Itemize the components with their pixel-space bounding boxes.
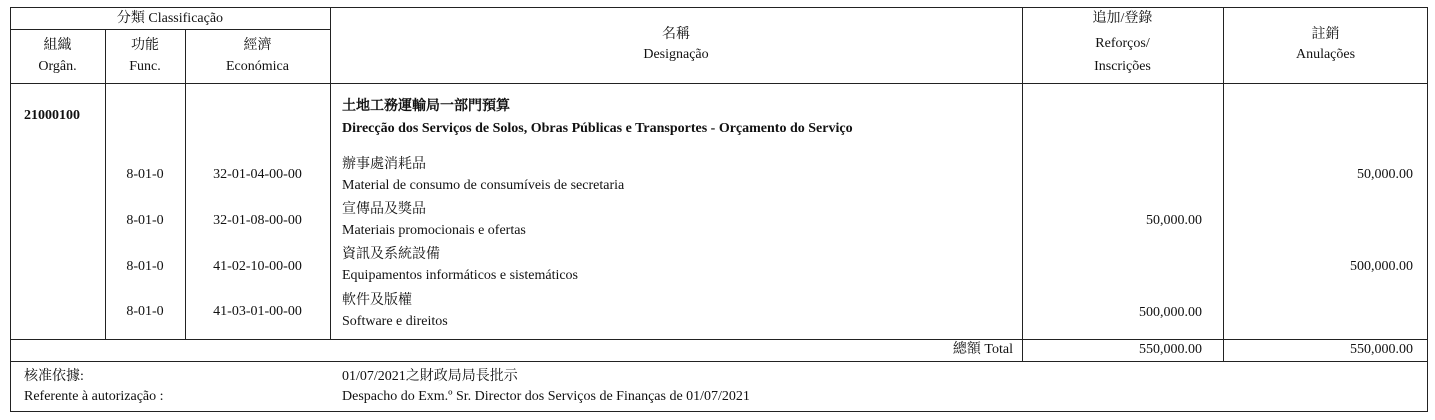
section-code: 21000100: [24, 108, 80, 123]
row-anulacoes: 500,000.00: [1350, 259, 1413, 274]
economica-header-zh: 經濟: [243, 38, 272, 53]
authorization-text-pt: Despacho do Exm.º Sr. Director dos Serviços de Finanças de 01/07/2021: [342, 389, 750, 404]
reforcos-header-zh: 追加/登錄: [1092, 11, 1153, 26]
designacao-header-zh: 名稱: [662, 27, 690, 42]
row-name-pt: Software e direitos: [342, 314, 448, 329]
row-name-pt: Materiais promocionais e ofertas: [342, 223, 526, 238]
row-func: 8-01-0: [126, 304, 164, 319]
organica-header-pt: Orgân.: [38, 59, 77, 74]
row-reforcos: 50,000.00: [1146, 213, 1202, 228]
section-name-zh: 土地工務運輸局一部門預算: [342, 99, 510, 114]
row-name-zh: 辦事處消耗品: [342, 157, 426, 172]
organica-header-zh: 組織: [43, 38, 72, 53]
authorization-basis-pt: Referente à autorização :: [24, 389, 164, 404]
classification-header: 分類 Classificação: [116, 11, 224, 26]
row-anulacoes: 50,000.00: [1357, 167, 1413, 182]
anulacoes-header-pt: Anulações: [1295, 47, 1356, 62]
total-anulacoes: 550,000.00: [1350, 342, 1413, 357]
row-func: 8-01-0: [126, 167, 164, 182]
header-bottom-line: [10, 83, 1428, 84]
section-name-pt: Direcção dos Serviços de Solos, Obras Públicas e Transportes - Orçamento do Serviço: [342, 121, 853, 136]
reforcos-header-pt1: Reforços/: [1095, 36, 1150, 51]
header-sub-divider: [10, 29, 330, 30]
economica-header-pt: Económica: [226, 59, 289, 74]
designacao-header-pt: Designação: [643, 47, 709, 62]
row-econ: 41-02-10-00-00: [213, 259, 302, 274]
total-reforcos: 550,000.00: [1139, 342, 1202, 357]
authorization-text-zh: 01/07/2021之財政局局長批示: [342, 369, 518, 384]
row-econ: 32-01-08-00-00: [213, 213, 302, 228]
row-reforcos: 500,000.00: [1139, 305, 1202, 320]
row-econ: 32-01-04-00-00: [213, 167, 302, 182]
funcional-header-zh: 功能: [131, 38, 159, 53]
total-label: 總額 Total: [952, 342, 1013, 357]
total-top-line: [10, 339, 1428, 340]
row-name-zh: 宣傳品及獎品: [342, 202, 426, 217]
row-name-zh: 資訊及系統設備: [342, 247, 440, 262]
reforcos-header-pt2: Inscrições: [1094, 59, 1151, 74]
row-func: 8-01-0: [126, 259, 164, 274]
row-name-zh: 軟件及版權: [342, 293, 412, 308]
row-econ: 41-03-01-00-00: [213, 304, 302, 319]
total-bottom-line: [10, 361, 1428, 362]
anulacoes-header-zh: 註銷: [1311, 27, 1340, 42]
funcional-header-pt: Func.: [129, 59, 161, 74]
row-name-pt: Material de consumo de consumíveis de secretaria: [342, 178, 625, 193]
row-name-pt: Equipamentos informáticos e sistemáticos: [342, 268, 579, 283]
row-func: 8-01-0: [126, 213, 164, 228]
authorization-basis-zh: 核准依據:: [24, 369, 84, 384]
